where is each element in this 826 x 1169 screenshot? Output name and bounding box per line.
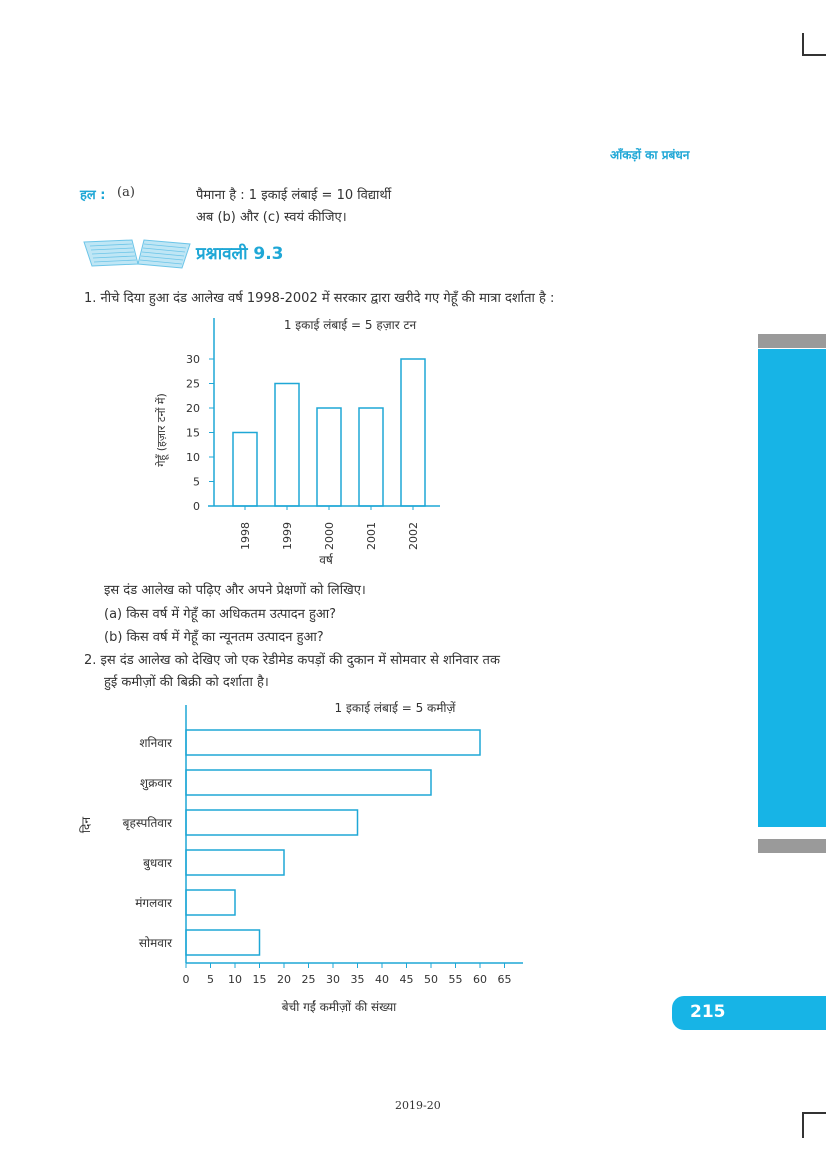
page-number: 215 — [690, 1002, 726, 1022]
x-tick-label: 30 — [326, 973, 340, 986]
y-tick-label: 0 — [193, 500, 200, 513]
x-tick-label: 60 — [473, 973, 487, 986]
day-label-6: सोमवार — [138, 936, 172, 950]
q1-after-text: इस दंड आलेख को पढ़िए और अपने प्रेक्षणों को लिखिए। — [104, 583, 366, 598]
solution-line-2: अब (b) और (c) स्वयं कीजिए। — [196, 210, 347, 225]
y-tick-label: 20 — [186, 402, 200, 415]
y-tick-label: 10 — [186, 451, 200, 464]
q1-part-a: (a) किस वर्ष में गेहूँ का अधिकतम उत्पादन हुआ? — [104, 607, 337, 622]
day-label-5: मंगलवार — [135, 896, 172, 910]
bar-5 — [186, 890, 235, 915]
bar-2 — [186, 770, 431, 795]
crop-mark-top-right — [802, 33, 804, 55]
bar-3 — [186, 810, 358, 835]
x-tick-label-1999: 1999 — [281, 522, 294, 550]
bar-2001 — [359, 408, 383, 506]
bar-1 — [186, 730, 480, 755]
x-tick-label-1998: 1998 — [239, 522, 252, 550]
q2-line-2: हुई कमीज़ों की बिक्री को दर्शाता है। — [104, 675, 269, 690]
bar-2000 — [317, 408, 341, 506]
x-tick-label: 55 — [448, 973, 463, 986]
bar-1999 — [275, 384, 299, 507]
q1-part-b: (b) किस वर्ष में गेहूँ का न्यूनतम उत्पादन हुआ? — [104, 630, 324, 645]
x-tick-label: 20 — [277, 973, 291, 986]
solution-line-1: पैमाना है : 1 इकाई लंबाई = 10 विद्यार्थी — [196, 188, 392, 203]
footer-year: 2019-20 — [395, 1099, 441, 1112]
wheat-bar-chart — [150, 310, 450, 570]
shirt-sales-bar-chart — [75, 695, 535, 1025]
x-tick-label: 15 — [252, 973, 267, 986]
crop-mark-bottom-right-v — [802, 1112, 804, 1138]
crop-mark-bottom-right — [802, 1112, 826, 1114]
x-tick-label-2001: 2001 — [365, 522, 378, 550]
chart-title: 1 इकाई लंबाई = 5 कमीज़ें — [334, 701, 456, 715]
x-tick-label: 45 — [399, 973, 414, 986]
y-tick-label: 25 — [186, 377, 200, 391]
x-tick-label-2002: 2002 — [407, 522, 420, 550]
bar-6 — [186, 930, 260, 955]
x-tick-label: 35 — [350, 973, 365, 986]
x-tick-label: 50 — [424, 973, 438, 986]
y-tick-label: 30 — [186, 353, 200, 366]
solution-label: हल : — [80, 188, 106, 203]
day-label-2: शुक्रवार — [139, 776, 172, 790]
day-label-4: बुधवार — [143, 856, 172, 870]
y-tick-label: 15 — [186, 426, 200, 440]
running-head: आँकड़ों का प्रबंधन — [610, 148, 690, 162]
x-tick-label: 25 — [301, 973, 316, 986]
x-tick-label: 0 — [182, 973, 190, 986]
solution-part: (a) — [117, 185, 135, 200]
day-label-3: बृहस्पतिवार — [122, 816, 172, 830]
q2-line-1: 2. इस दंड आलेख को देखिए जो एक रेडीमेड कपड़ों की दुकान में सोमवार से शनिवार तक — [84, 653, 500, 668]
x-tick-label-2000: 2000 — [323, 522, 336, 550]
x-axis-label: बेची गईं कमीज़ों की संख्या — [281, 1000, 397, 1014]
bar-1998 — [233, 433, 257, 507]
bar-2002 — [401, 359, 425, 506]
side-tab — [758, 349, 826, 827]
y-axis-label: गेहूँ (हज़ार टनों में) — [155, 393, 168, 467]
side-tab-bottom-bar — [758, 839, 826, 853]
y-tick-label: 5 — [193, 475, 200, 489]
side-tab-top-bar — [758, 334, 826, 348]
q1-text: 1. नीचे दिया हुआ दंड आलेख वर्ष 1998-2002 में सरकार द्वारा खरीदे गए गेहूँ की मात्रा दर्शाता है : — [84, 291, 555, 306]
x-axis-label: वर्ष — [319, 553, 333, 567]
x-tick-label: 10 — [228, 973, 242, 986]
crop-mark-top-right-h — [802, 54, 826, 56]
x-tick-label: 40 — [375, 973, 389, 986]
y-axis-label: दिन — [79, 816, 93, 834]
chart-title: 1 इकाई लंबाई = 5 हज़ार टन — [283, 318, 417, 332]
x-tick-label: 5 — [207, 973, 214, 986]
exercise-title: प्रश्नावली 9.3 — [196, 244, 284, 264]
x-tick-label: 65 — [497, 973, 512, 986]
open-book-icon — [82, 236, 192, 270]
bar-4 — [186, 850, 284, 875]
day-label-1: शनिवार — [139, 736, 172, 750]
